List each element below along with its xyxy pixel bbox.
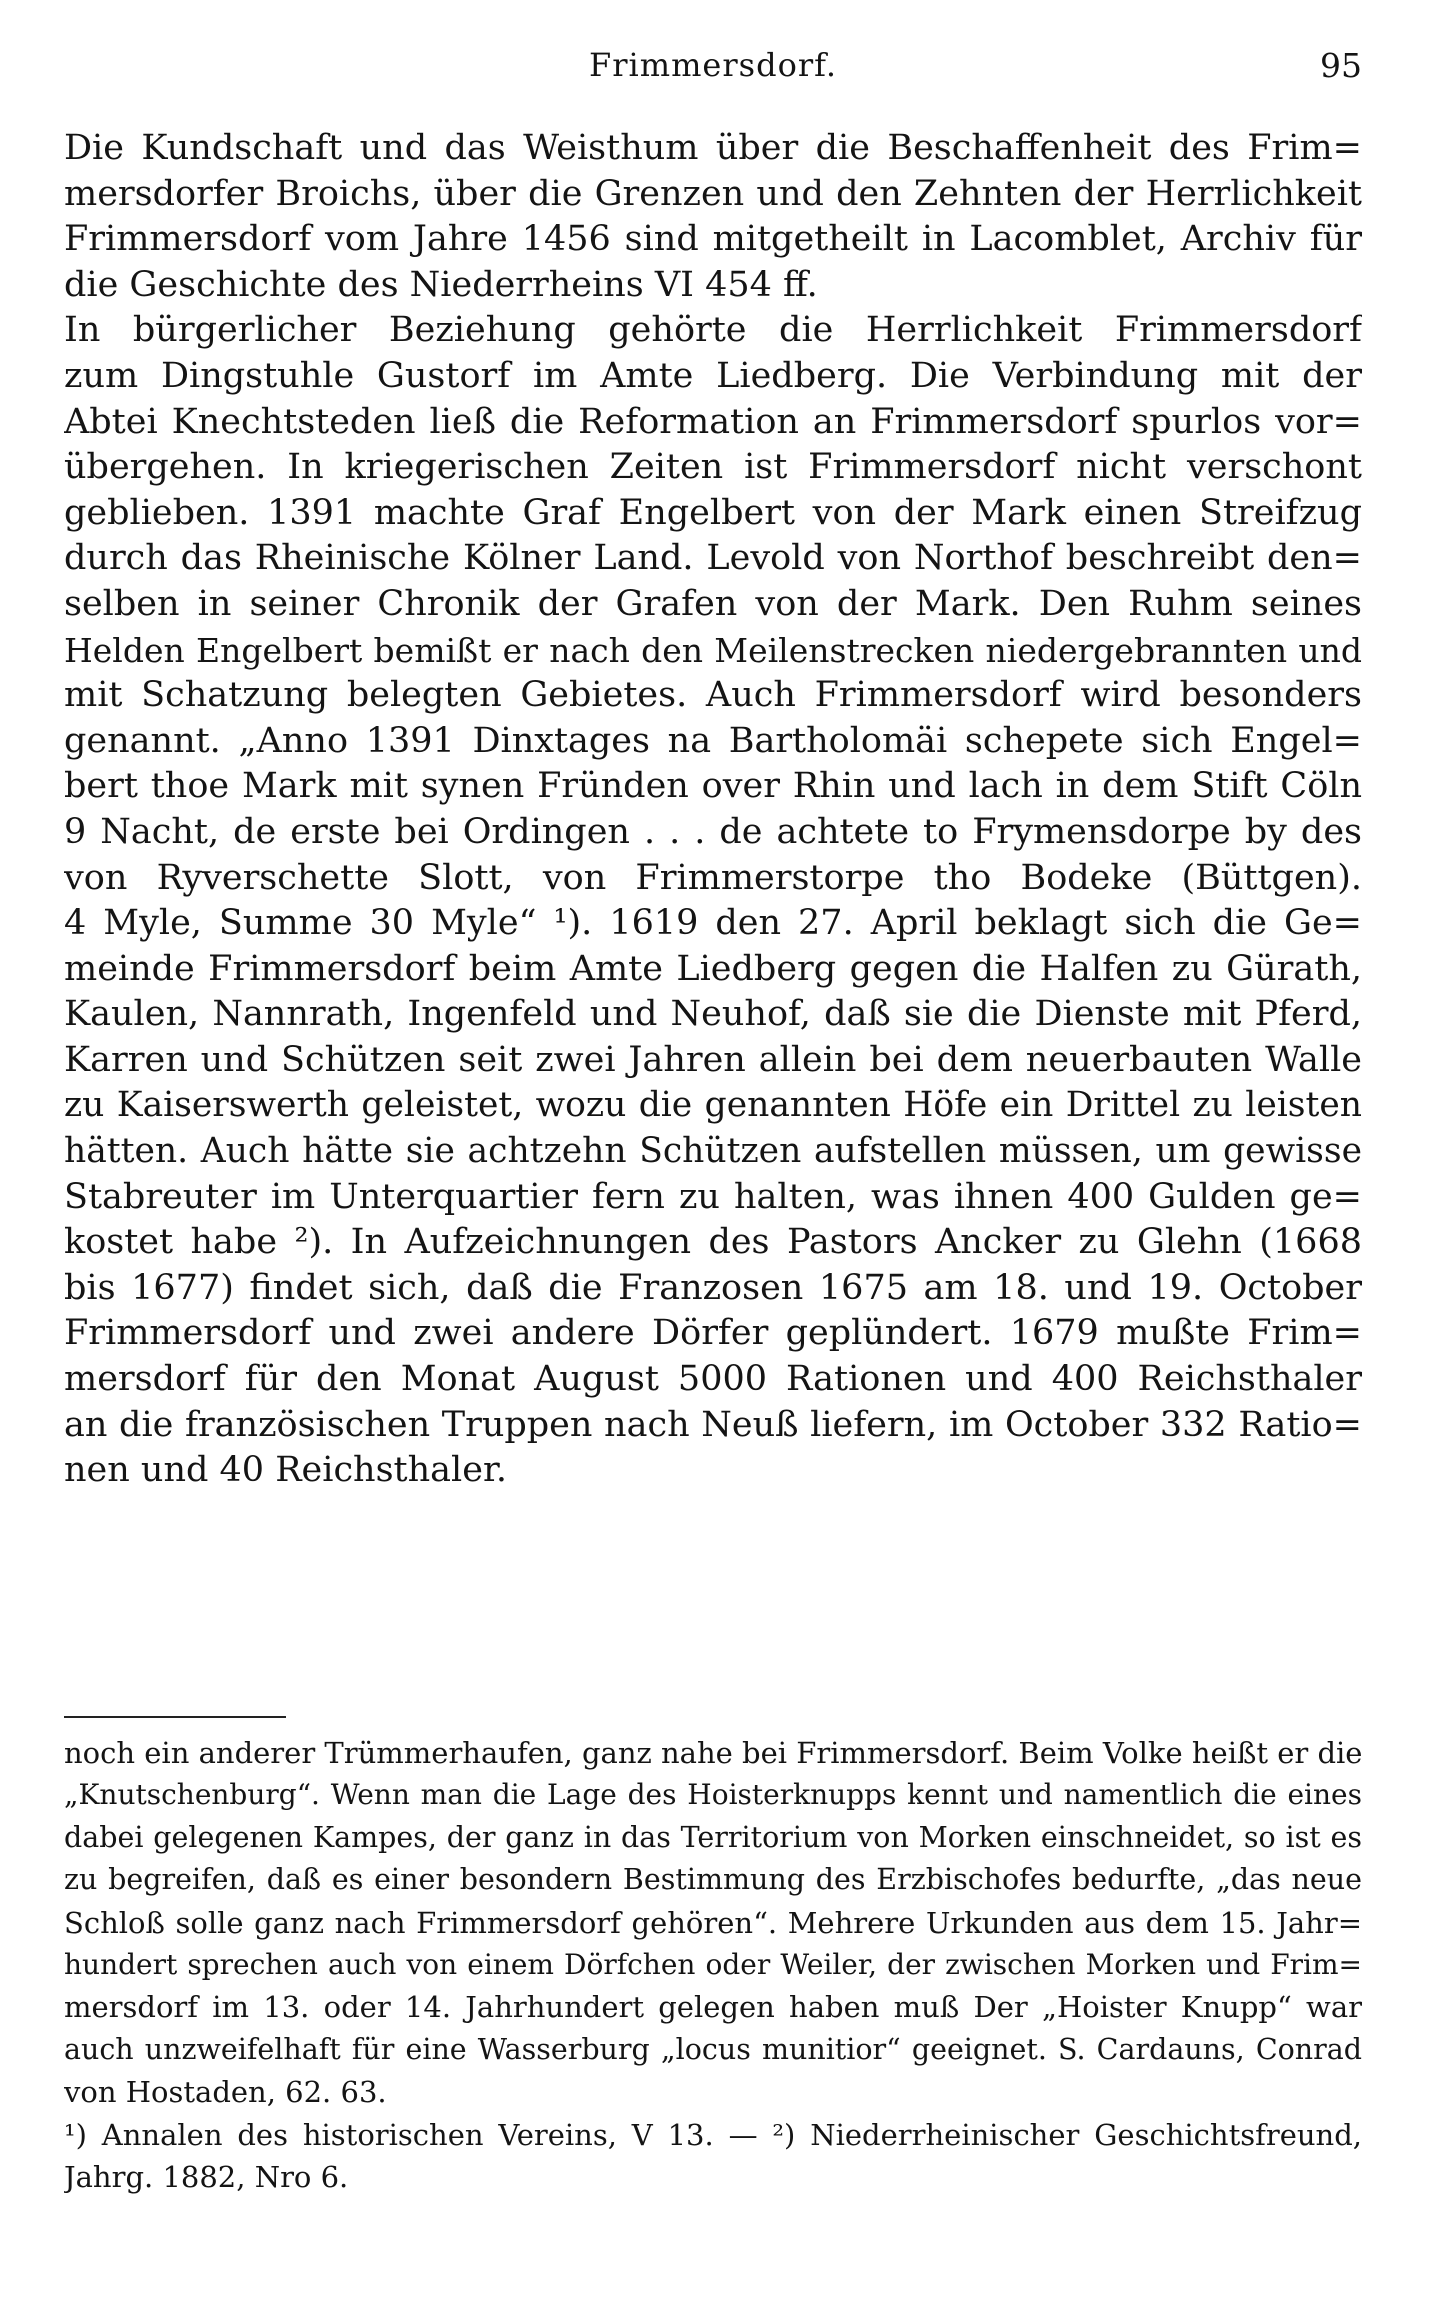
footnote-line: auch unzweifelhaft für eine Wasserburg „locus munitior“ geeignet. S. Cardauns, Conrad	[64, 2032, 1362, 2066]
body-line: mersdorfer Broichs, über die Grenzen und den Zehnten der Herrlichkeit	[64, 173, 1362, 214]
footnote-line: von Hostaden, 62. 63.	[64, 2075, 387, 2110]
body-line: Stabreuter im Unterquartier fern zu halten, was ihnen 400 Gulden ge=	[64, 1176, 1362, 1217]
body-line: Helden Engelbert bemißt er nach den Meilenstrecken niedergebrannten und	[64, 630, 1362, 670]
running-title: Frimmersdorf.	[589, 46, 837, 84]
body-line: bis 1677) findet sich, daß die Franzosen 1675 am 18. und 19. October	[64, 1267, 1362, 1308]
footnote-line: dabei gelegenen Kampes, der ganz in das Territorium von Morken einschneidet, so ist es	[64, 1820, 1362, 1854]
main-text	[64, 126, 1362, 1494]
body-line: Kaulen, Nannrath, Ingenfeld und Neuhof, daß sie die Dienste mit Pferd,	[64, 994, 1362, 1035]
footnote-line: Jahrg. 1882, Nro 6.	[64, 2159, 349, 2194]
body-line: bert thoe Mark mit synen Fründen over Rhin und lach in dem Stift Cöln	[64, 766, 1362, 807]
footnote-line: noch ein anderer Trümmerhaufen, ganz nahe bei Frimmersdorf. Beim Volke heißt er die	[64, 1736, 1362, 1770]
body-line: hätten. Auch hätte sie achtzehn Schützen aufstellen müssen, um gewisse	[64, 1131, 1362, 1172]
footnote-line: hundert sprechen auch von einem Dörfchen oder Weiler, der zwischen Morken und Frim=	[64, 1947, 1362, 1981]
body-line: In bürgerlicher Beziehung gehörte die Herrlichkeit Frimmersdorf	[64, 310, 1362, 351]
body-line: mit Schatzung belegten Gebietes. Auch Frimmersdorf wird besonders	[64, 675, 1362, 716]
body-line: kostet habe ²). In Aufzeichnungen des Pastors Ancker zu Glehn (1668	[64, 1222, 1362, 1263]
body-line: zu Kaiserswerth geleistet, wozu die genannten Höfe ein Drittel zu leisten	[64, 1085, 1362, 1126]
footnote-line: „Knutschenburg“. Wenn man die Lage des Hoisterknupps kennt und namentlich die eines	[64, 1778, 1362, 1812]
body-line: durch das Rheinische Kölner Land. Levold von Northof beschreibt den=	[64, 538, 1362, 579]
body-line: 4 Myle, Summe 30 Myle“ ¹). 1619 den 27. April beklagt sich die Ge=	[64, 903, 1362, 944]
body-line: Karren und Schützen seit zwei Jahren allein bei dem neuerbauten Walle	[64, 1039, 1362, 1080]
body-line: an die französischen Truppen nach Neuß liefern, im October 332 Ratio=	[64, 1404, 1362, 1445]
body-line: Frimmersdorf und zwei andere Dörfer geplündert. 1679 mußte Frim=	[64, 1313, 1362, 1354]
body-line: genannt. „Anno 1391 Dinxtages na Bartholomäi schepete sich Engel=	[64, 720, 1362, 761]
body-line: mersdorf für den Monat August 5000 Rationen und 400 Reichsthaler	[64, 1359, 1362, 1400]
footnote-line: ¹) Annalen des historischen Vereins, V 13. — ²) Niederrheinischer Geschichtsfreund,	[64, 2117, 1362, 2152]
page-number: 95	[1320, 46, 1362, 85]
body-line: Frimmersdorf vom Jahre 1456 sind mitgetheilt in Lacomblet, Archiv für	[64, 219, 1362, 260]
body-line: von Ryverschette Slott, von Frimmerstorpe tho Bodeke (Büttgen).	[64, 857, 1362, 898]
body-line: übergehen. In kriegerischen Zeiten ist Frimmersdorf nicht verschont	[64, 447, 1362, 488]
body-line: Die Kundschaft und das Weisthum über die Beschaffenheit des Frim=	[64, 128, 1362, 168]
body-line: Abtei Knechtsteden ließ die Reformation an Frimmersdorf spurlos vor=	[64, 401, 1362, 442]
body-line: selben in seiner Chronik der Grafen von der Mark. Den Ruhm seines	[64, 583, 1362, 624]
running-head	[64, 46, 1362, 92]
body-line: zum Dingstuhle Gustorf im Amte Liedberg. Die Verbindung mit der	[64, 355, 1362, 396]
body-line: 9 Nacht, de erste bei Ordingen . . . de achtete to Frymensdorpe by des	[64, 811, 1362, 852]
footnote-rule	[64, 1716, 286, 1718]
body-line: meinde Frimmersdorf beim Amte Liedberg gegen die Halfen zu Gürath,	[64, 948, 1362, 989]
footnote-line: mersdorf im 13. oder 14. Jahrhundert gelegen haben muß Der „Hoister Knupp“ war	[64, 1990, 1362, 2025]
body-line: nen und 40 Reichsthaler.	[64, 1450, 507, 1491]
footnote-line: Schloß solle ganz nach Frimmersdorf gehören“. Mehrere Urkunden aus dem 15. Jahr=	[64, 1905, 1362, 1940]
body-line: die Geschichte des Niederrheins VI 454 ff.	[64, 264, 818, 305]
body-line: geblieben. 1391 machte Graf Engelbert von der Mark einen Streifzug	[64, 492, 1362, 533]
footnotes	[64, 1732, 1362, 2198]
footnote-line: zu begreifen, daß es einer besondern Bestimmung des Erzbischofes bedurfte, „das neue	[64, 1863, 1362, 1897]
